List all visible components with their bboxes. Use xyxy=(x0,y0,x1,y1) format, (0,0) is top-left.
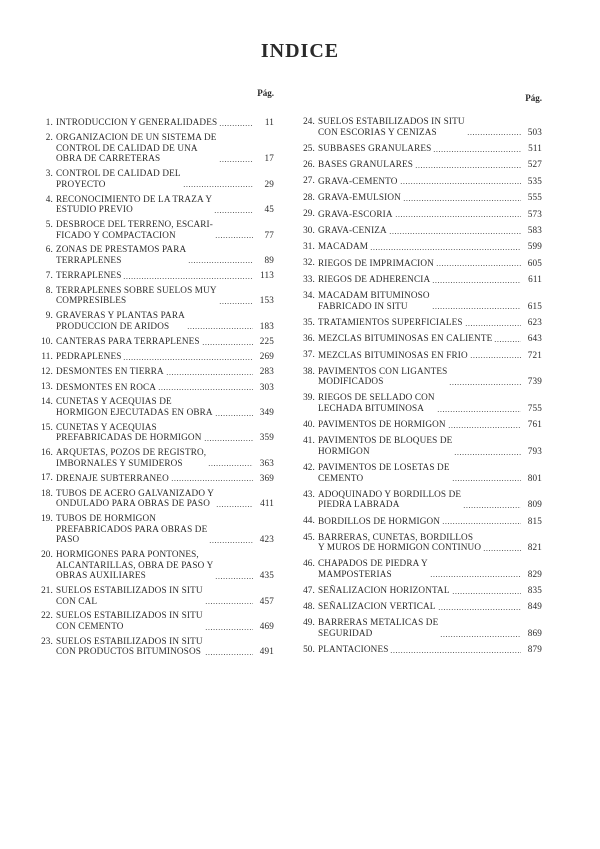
toc-entry-page: 761 xyxy=(527,419,542,430)
toc-entry-title: PLANTACIONES xyxy=(318,644,389,655)
toc-entry-page: 359 xyxy=(259,432,274,443)
toc-entry xyxy=(298,241,542,252)
toc-entry-page: 29 xyxy=(264,178,274,189)
dot-leader xyxy=(219,153,253,163)
toc-entry-page: 623 xyxy=(527,317,542,328)
dot-leader xyxy=(216,498,253,508)
toc-entry-title: ARQUETAS, POZOS DE REGISTRO, IMBORNALES Y SUMIDEROS xyxy=(56,447,207,468)
dot-leader xyxy=(452,472,521,482)
dot-leader xyxy=(442,515,521,525)
toc-entry-title: HORMIGONES PARA PONTONES, ALCANTARILLAS, OBRA DE PASO Y OBRAS AUXILIARES xyxy=(56,549,214,581)
toc-entry-number: 4. xyxy=(45,193,53,204)
toc-entry-title: TERRAPLENES xyxy=(56,270,122,281)
toc-entry-number: 35. xyxy=(303,316,315,327)
dot-leader xyxy=(452,585,521,595)
toc-entry-page: 11 xyxy=(264,117,274,128)
toc-entry-page: 363 xyxy=(259,457,274,468)
toc-entry-number: 7. xyxy=(45,269,53,280)
toc-entry-title: GRAVA-ESCORIA xyxy=(318,208,393,219)
toc-entry xyxy=(36,610,274,631)
toc-entry xyxy=(36,351,274,362)
toc-entry xyxy=(36,336,274,347)
toc-entry xyxy=(298,290,542,311)
toc-entry xyxy=(298,143,542,154)
toc-entry-number: 30. xyxy=(303,224,315,235)
dot-leader xyxy=(183,178,253,188)
toc-entry xyxy=(298,558,542,579)
dot-leader xyxy=(209,534,253,544)
toc-entry-title: SEÑALIZACION VERTICAL xyxy=(318,601,436,612)
dot-leader xyxy=(432,300,521,310)
dot-leader xyxy=(123,270,253,280)
toc-entry-number: 15. xyxy=(41,421,53,432)
dot-leader xyxy=(208,457,253,467)
toc-entry-number: 48. xyxy=(303,601,315,612)
toc-entry-title: RIEGOS DE ADHERENCIA xyxy=(318,274,431,285)
toc-entry xyxy=(298,257,542,268)
toc-entry-title: CANTERAS PARA TERRAPLENES xyxy=(56,336,200,346)
toc-entry-number: 8. xyxy=(45,284,53,295)
toc-entry-page: 869 xyxy=(527,628,542,639)
toc-entry xyxy=(36,219,274,240)
toc-entry-page: 17 xyxy=(264,153,274,164)
dot-leader xyxy=(219,295,253,305)
dot-leader xyxy=(389,225,521,235)
toc-entry xyxy=(298,435,542,456)
toc-entry xyxy=(298,392,542,413)
toc-entry-page: 511 xyxy=(528,142,542,153)
toc-entry-page: 469 xyxy=(259,620,274,631)
toc-entry-title: RIEGOS DE SELLADO CON LECHADA BITUMINOSA xyxy=(318,392,435,414)
toc-entry-title: SUELOS ESTABILIZADOS IN SITU CON CEMENTO xyxy=(56,610,203,631)
toc-column-right xyxy=(298,88,542,655)
toc-entry-title: INTRODUCCION Y GENERALIDADES xyxy=(56,117,218,128)
toc-entry-page: 349 xyxy=(259,406,274,417)
toc-entry-page: 183 xyxy=(259,320,274,331)
toc-entry-page: 793 xyxy=(527,445,542,456)
toc-entry-page: 153 xyxy=(259,295,274,306)
toc-entry xyxy=(36,447,274,468)
toc-entry-number: 26. xyxy=(303,158,315,169)
toc-entry xyxy=(36,194,274,215)
toc-entry xyxy=(298,515,542,526)
toc-entry xyxy=(36,396,274,417)
toc-entry-number: 33. xyxy=(303,273,315,284)
toc-entry xyxy=(36,636,274,657)
toc-entry xyxy=(298,601,542,612)
dot-leader xyxy=(494,333,521,343)
toc-entry-title: SUELOS ESTABILIZADOS IN SITU CON CAL xyxy=(56,584,203,606)
toc-column-left xyxy=(36,88,274,657)
dot-leader xyxy=(430,568,521,578)
dot-leader xyxy=(188,254,253,264)
toc-entry-title: MACADAM BITUMINOSO FABRICADO IN SITU xyxy=(318,290,430,311)
toc-entry-title: TUBOS DE HORMIGON PREFABRICADOS PARA OBRAS DE PASO xyxy=(56,513,208,545)
dot-leader xyxy=(123,351,253,361)
toc-entry-number: 32. xyxy=(303,257,315,268)
toc-entry-title: CUNETAS Y ACEQUIAS PREFABRICADAS DE HORMIGON xyxy=(56,421,202,443)
dot-leader xyxy=(205,595,253,605)
toc-entry xyxy=(298,159,542,170)
toc-entry-title: SUBBASES GRANULARES xyxy=(318,142,432,153)
toc-entry-title: BARRERAS, CUNETAS, BORDILLOS Y MUROS DE HORMIGON CONTINUO xyxy=(318,531,482,553)
toc-entry-title: PEDRAPLENES xyxy=(56,351,122,362)
toc-entry-title: GRAVA-CEMENTO xyxy=(318,175,398,186)
toc-entry-page: 225 xyxy=(259,336,274,346)
toc-entry xyxy=(36,585,274,606)
toc-entry xyxy=(36,244,274,265)
toc-entry-page: 879 xyxy=(527,644,542,655)
toc-entry-page: 423 xyxy=(259,534,274,545)
toc-entry-number: 45. xyxy=(303,531,315,542)
toc-entry-title: ORGANIZACION DE UN SISTEMA DE CONTROL DE CALIDAD DE UNA OBRA DE CARRETERAS xyxy=(56,132,217,164)
toc-entry-title: TERRAPLENES SOBRE SUELOS MUY COMPRESIBLES xyxy=(56,284,217,306)
toc-entry-title: ZONAS DE PRESTAMOS PARA TERRAPLENES xyxy=(56,244,187,265)
dot-leader xyxy=(448,419,521,429)
toc-entry-title: PAVIMENTOS DE LOSETAS DE CEMENTO xyxy=(318,461,450,483)
toc-entry-page: 573 xyxy=(527,208,542,219)
toc-entry-page: 555 xyxy=(527,192,542,203)
toc-entry-title: CUNETAS Y ACEQUIAS DE HORMIGON EJECUTADAS EN OBRA xyxy=(56,396,213,417)
toc-entry-page: 435 xyxy=(259,570,274,581)
toc-entry-page: 491 xyxy=(259,646,274,657)
toc-entry-page: 283 xyxy=(259,366,274,377)
toc-entry-page: 45 xyxy=(264,204,274,215)
toc-entry xyxy=(298,366,542,387)
toc-entry-title: CONTROL DE CALIDAD DEL PROYECTO xyxy=(56,168,181,189)
toc-entry-page: 535 xyxy=(527,175,542,186)
toc-entry-title: ADOQUINADO Y BORDILLOS DE PIEDRA LABRADA xyxy=(318,488,462,510)
toc-entry-page: 411 xyxy=(260,498,274,509)
toc-entry-page: 755 xyxy=(527,403,542,414)
toc-entry-title: GRAVERAS Y PLANTAS PARA PRODUCCION DE ARIDOS xyxy=(56,310,185,331)
page-column-label: Pág. xyxy=(525,93,542,103)
toc-entry-title: RIEGOS DE IMPRIMACION xyxy=(318,257,434,268)
toc-entry-number: 3. xyxy=(45,168,53,179)
dot-leader xyxy=(219,117,253,127)
dot-leader xyxy=(187,320,253,330)
toc-entry xyxy=(36,366,274,377)
toc-entry-title: TRATAMIENTOS SUPERFICIALES xyxy=(318,317,463,328)
toc-entry xyxy=(298,489,542,510)
toc-entry-page: 643 xyxy=(527,333,542,344)
toc-entry-page: 605 xyxy=(527,257,542,268)
toc-entry-title: MACADAM xyxy=(318,241,369,252)
toc-entry-number: 40. xyxy=(303,419,315,429)
dot-leader xyxy=(205,646,253,656)
toc-entry-page: 77 xyxy=(264,229,274,240)
toc-entry-page: 815 xyxy=(527,515,542,526)
toc-entry-number: 42. xyxy=(303,461,315,472)
toc-entry-title: DESBROCE DEL TERRENO, ESCARI- FICADO Y COMPACTACION xyxy=(56,218,213,240)
toc-entry-page: 457 xyxy=(259,595,274,606)
toc-entry xyxy=(36,132,274,164)
toc-list xyxy=(298,116,542,655)
toc-list xyxy=(36,117,274,657)
toc-entry-title: PAVIMENTOS DE HORMIGON xyxy=(318,419,446,430)
dot-leader xyxy=(205,621,253,631)
toc-entry-title: DESMONTES EN TIERRA xyxy=(56,366,164,377)
toc-entry-title: MEZCLAS BITUMINOSAS EN FRIO xyxy=(318,349,468,360)
toc-entry xyxy=(298,644,542,655)
toc-entry-title: GRAVA-EMULSION xyxy=(318,192,401,203)
toc-entry-number: 10. xyxy=(41,335,53,346)
toc-entry xyxy=(298,192,542,203)
toc-entry xyxy=(298,116,542,137)
dot-leader xyxy=(483,542,521,552)
toc-entry-number: 44. xyxy=(303,515,315,526)
dot-leader xyxy=(204,432,254,442)
toc-entry xyxy=(298,349,542,360)
toc-entry xyxy=(298,462,542,483)
toc-entry-page: 583 xyxy=(527,224,542,235)
dot-leader xyxy=(395,208,521,218)
dot-leader xyxy=(432,274,521,284)
toc-entry-page: 503 xyxy=(527,126,542,137)
dot-leader xyxy=(440,628,521,638)
toc-entry-page: 835 xyxy=(527,585,542,596)
toc-entry xyxy=(298,317,542,328)
toc-entry-number: 24. xyxy=(303,116,315,126)
dot-leader xyxy=(454,446,521,456)
toc-entry-page: 739 xyxy=(527,376,542,387)
toc-entry-page: 89 xyxy=(264,254,274,265)
toc-entry xyxy=(298,208,542,219)
toc-entry xyxy=(36,472,274,483)
dot-leader xyxy=(215,570,253,580)
dot-leader xyxy=(437,403,521,413)
toc-entry xyxy=(298,333,542,344)
toc-entry-number: 27. xyxy=(303,175,315,186)
toc-entry-number: 31. xyxy=(303,240,315,251)
dot-leader xyxy=(415,159,521,169)
toc-entry-number: 18. xyxy=(41,487,53,498)
toc-entry-page: 611 xyxy=(528,274,542,285)
toc-entry-page: 615 xyxy=(527,300,542,311)
toc-entry-title: TUBOS DE ACERO GALVANIZADO Y ONDULADO PARA OBRAS DE PASO xyxy=(56,487,215,509)
toc-entry-title: RECONOCIMIENTO DE LA TRAZA Y ESTUDIO PREVIO xyxy=(56,193,213,215)
page-title: INDICE xyxy=(260,40,340,62)
toc-entry xyxy=(298,274,542,285)
toc-entry-number: 12. xyxy=(41,365,53,376)
toc-entry xyxy=(36,310,274,331)
toc-entry-page: 303 xyxy=(259,381,274,392)
dot-leader xyxy=(403,192,521,202)
toc-entry-number: 34. xyxy=(303,290,315,301)
toc-entry-page: 821 xyxy=(527,542,542,553)
toc-entry-page: 721 xyxy=(527,349,542,360)
toc-entry xyxy=(298,585,542,596)
toc-entry-number: 36. xyxy=(303,333,315,344)
dot-leader xyxy=(215,407,253,417)
toc-entry-title: PAVIMENTOS DE BLOQUES DE HORMIGON xyxy=(318,435,453,456)
toc-entry-number: 16. xyxy=(41,447,53,458)
page-column-label: Pág. xyxy=(257,88,274,98)
toc-entry-number: 19. xyxy=(41,513,53,524)
toc-entry xyxy=(36,168,274,189)
dot-leader xyxy=(370,241,521,251)
toc-entry-page: 809 xyxy=(527,499,542,510)
toc-entry-title: GRAVA-CENIZA xyxy=(318,224,387,235)
toc-entry xyxy=(36,549,274,581)
toc-entry-title: CHAPADOS DE PIEDRA Y MAMPOSTERIAS xyxy=(318,558,428,579)
dot-leader xyxy=(467,126,521,136)
toc-entry-title: SUELOS ESTABILIZADOS IN SITU CON PRODUCTOS BITUMINOSOS xyxy=(56,635,203,657)
toc-entry xyxy=(36,285,274,306)
toc-entry-number: 23. xyxy=(41,635,53,646)
toc-entry-title: SUELOS ESTABILIZADOS IN SITU CON ESCORIAS Y CENIZAS xyxy=(318,116,465,137)
toc-entry-page: 113 xyxy=(260,270,274,281)
toc-entry-number: 17. xyxy=(41,472,53,483)
toc-entry-number: 25. xyxy=(303,142,315,153)
toc-entry-number: 46. xyxy=(303,558,315,569)
toc-entry-number: 28. xyxy=(303,191,315,202)
dot-leader xyxy=(202,336,253,346)
toc-entry-page: 801 xyxy=(527,472,542,483)
toc-entry xyxy=(36,381,274,392)
toc-entry-number: 43. xyxy=(303,488,315,499)
dot-leader xyxy=(463,499,521,509)
toc-entry-number: 29. xyxy=(303,208,315,219)
toc-entry-number: 50. xyxy=(303,644,315,655)
toc-entry-page: 269 xyxy=(259,351,274,362)
toc-entry-number: 11. xyxy=(41,350,53,361)
toc-entry-number: 47. xyxy=(303,584,315,595)
toc-entry-number: 21. xyxy=(41,584,53,595)
toc-entry-title: BARRERAS METALICAS DE SEGURIDAD xyxy=(318,617,439,639)
dot-leader xyxy=(470,349,521,359)
toc-entry-number: 1. xyxy=(45,117,53,127)
dot-leader xyxy=(438,601,521,611)
dot-leader xyxy=(449,376,521,386)
toc-entry-number: 22. xyxy=(41,610,53,621)
toc-entry-number: 5. xyxy=(45,218,53,229)
toc-entry-number: 20. xyxy=(41,549,53,559)
toc-entry-page: 599 xyxy=(527,241,542,252)
toc-entry-title: BORDILLOS DE HORMIGON xyxy=(318,515,441,526)
toc-entry xyxy=(298,225,542,236)
toc-entry-page: 369 xyxy=(259,472,274,483)
toc-entry xyxy=(36,422,274,443)
toc-entry-page: 849 xyxy=(527,601,542,612)
dot-leader xyxy=(215,229,253,239)
toc-entry xyxy=(36,270,274,281)
toc-entry xyxy=(298,175,542,186)
toc-entry-number: 41. xyxy=(303,435,315,446)
toc-entry-title: MEZCLAS BITUMINOSAS EN CALIENTE xyxy=(318,333,493,344)
dot-leader xyxy=(390,644,521,654)
dot-leader xyxy=(166,366,253,376)
toc-entry-title: DRENAJE SUBTERRANEO xyxy=(56,472,169,483)
toc-entry-number: 6. xyxy=(45,244,53,255)
toc-entry xyxy=(36,117,274,128)
dot-leader xyxy=(171,472,253,482)
dot-leader xyxy=(158,381,253,391)
toc-entry-title: DESMONTES EN ROCA xyxy=(56,381,157,392)
dot-leader xyxy=(400,175,521,185)
dot-leader xyxy=(436,257,521,267)
toc-entry-title: SEÑALIZACION HORIZONTAL xyxy=(318,585,450,596)
toc-entry-number: 14. xyxy=(41,396,53,407)
toc-entry xyxy=(36,488,274,509)
toc-entry-number: 37. xyxy=(303,349,315,360)
toc-entry-title: PAVIMENTOS CON LIGANTES MODIFICADOS xyxy=(318,365,448,387)
toc-entry-number: 13. xyxy=(41,381,53,392)
toc-entry-title: BASES GRANULARES xyxy=(318,159,414,170)
dot-leader xyxy=(433,143,521,153)
toc-entry-page: 829 xyxy=(527,568,542,579)
toc-entry-page: 527 xyxy=(527,159,542,170)
toc-entry-number: 38. xyxy=(303,365,315,376)
toc-entry xyxy=(298,617,542,638)
toc-entry-number: 2. xyxy=(45,132,53,143)
toc-entry-number: 9. xyxy=(45,310,53,321)
toc-entry xyxy=(298,419,542,430)
toc-entry xyxy=(36,513,274,545)
dot-leader xyxy=(214,204,253,214)
toc-entry-number: 49. xyxy=(303,617,315,628)
toc-entry-number: 39. xyxy=(303,392,315,403)
dot-leader xyxy=(465,317,521,327)
toc-entry xyxy=(298,532,542,553)
